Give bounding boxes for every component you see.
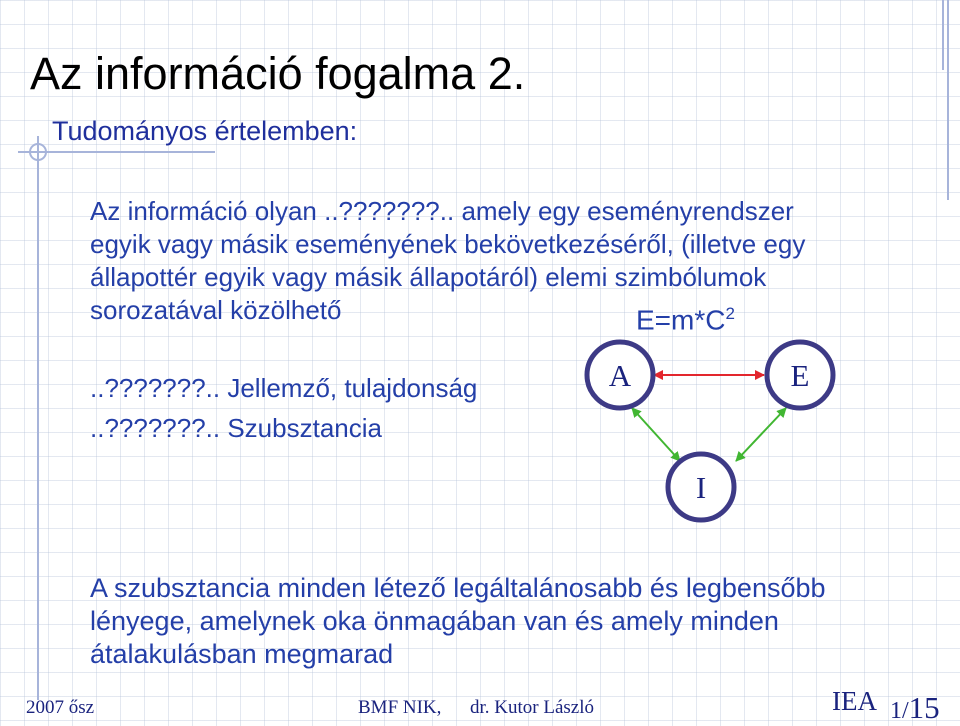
footer-author: dr. Kutor László [470,697,595,718]
slide-number [890,690,940,726]
intro-line: egyik vagy másik eseményének bekövetkezéséről, (illetve egy [90,229,806,259]
footer-date: 2007 ősz [26,697,95,718]
node-e-label: E [790,358,810,393]
arrow-a-i [632,408,680,461]
definition-line: átalakulásban megmarad [90,639,394,669]
relationship-diagram [560,330,860,540]
list-item-property: ..???????.. Jellemző, tulajdonság [90,373,478,403]
formula-base: E=m*C [636,304,726,336]
intro-line: sorozatával közölhető [90,295,342,325]
slide-total: 15 [908,690,940,725]
arrow-e-i [736,408,786,461]
intro-line: Az információ olyan ..???????.. amely egy eseményrendszer [90,196,794,226]
definition-line: A szubsztancia minden létező legáltalánosabb és legbensőbb [90,573,826,603]
intro-line: állapottér egyik vagy másik állapotáról) elemi szimbólumok [90,262,767,292]
slide-title: Az információ fogalma 2. [30,48,526,99]
list-item-substance: ..???????.. Szubsztancia [90,413,382,443]
slide-current: 1/ [890,698,909,724]
definition-line: lényege, amelynek oka önmagában van és amely minden [90,606,779,636]
footer-course: IEA [832,686,877,716]
footer-school: BMF NIK, [358,697,442,718]
node-i-label: I [695,470,707,505]
formula-exponent: 2 [725,304,735,323]
slide-subtitle: Tudományos értelemben: [52,116,358,146]
node-a-label: A [608,358,632,393]
